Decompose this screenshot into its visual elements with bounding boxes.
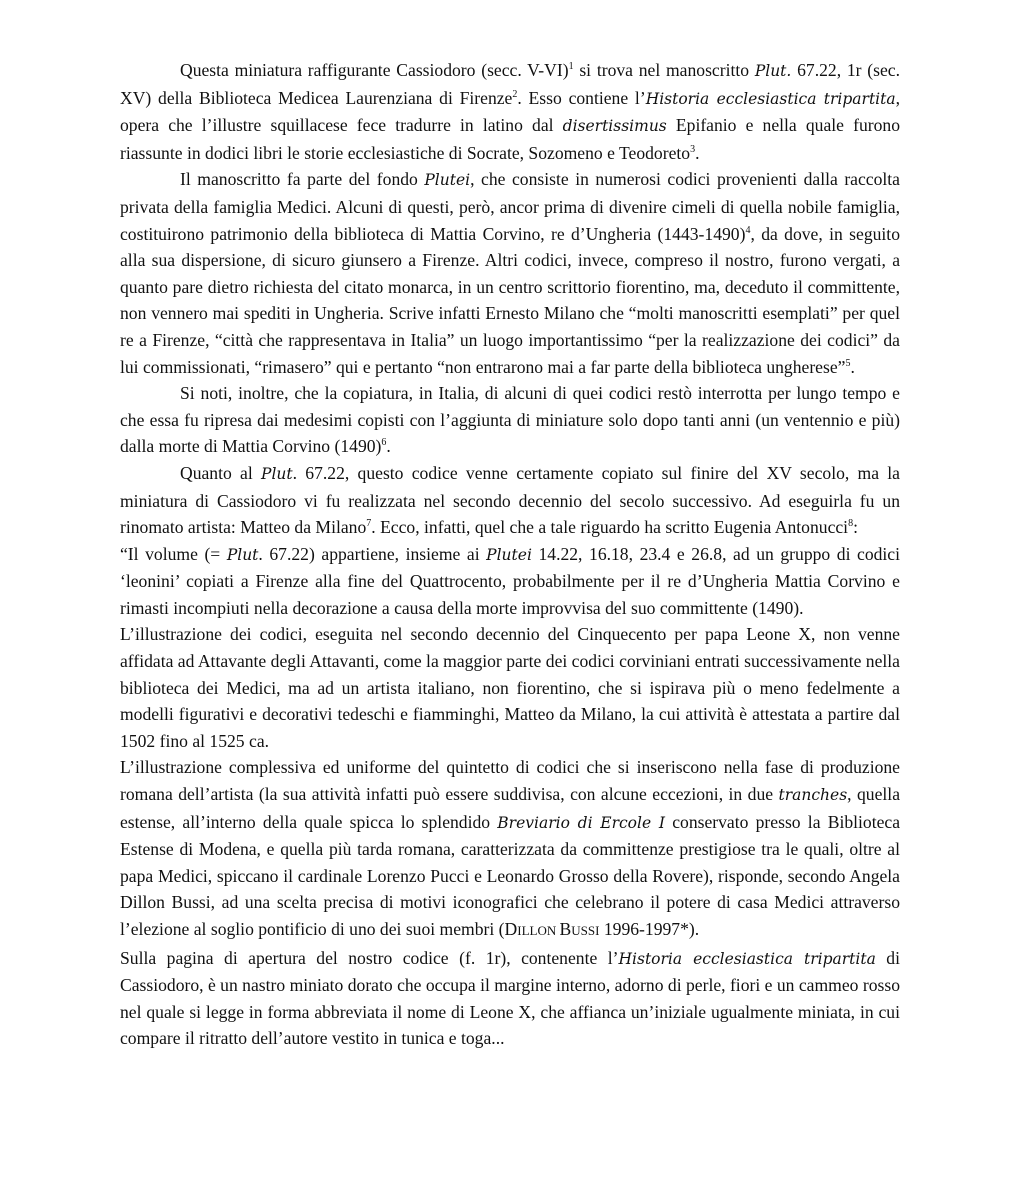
text-run: di Cassiodoro, è un nastro miniato dorato che occupa il margine interno, adorno di perle, fiori e un cammeo rosso nel quale si legge in forma abbreviata il nome di Leone X, che affianca un’iniziale ugualmente miniata, in cui compare il ritratto dell’autore vestito in tunica e toga...: [120, 947, 900, 1049]
small-caps-text: D: [504, 919, 518, 939]
text-run: Questa miniatura raffigurante Cassiodoro (secc. V-VI): [180, 60, 569, 80]
paragraph: [120, 380, 900, 460]
paragraph: [120, 166, 900, 380]
text-run: Epifanio e nella quale furono riassunte in dodici libri le storie ecclesiastiche di Socrate, Sozomeno e Teodoreto: [120, 115, 900, 163]
text-run: 1996-1997*).: [599, 919, 700, 939]
paragraph: [120, 460, 900, 541]
text-run: L’illustrazione complessiva ed uniforme del quintetto di codici che si inseriscono nella fase di produzione romana dell’artista (la sua attività infatti può essere suddivisa, con alcune eccezioni, in due: [120, 757, 900, 805]
italic-text: disertissimus: [562, 117, 667, 136]
text-run: . Ecco, infatti, quel che a tale riguardo ha scritto Eugenia Antonucci: [371, 517, 849, 538]
text-run: . 67.22) appartiene, insieme ai: [258, 543, 487, 564]
footnote-ref: 4: [745, 224, 751, 236]
text-run: 14.22, 16.18, 23.4 e 26.8, ad un gruppo di codici ‘leonini’ copiati a Firenze alla fine del Quattrocento, probabilmente per il re d’Ungheria Mattia Corvino e rimasti incompiuti nella decorazione a causa della morte improvvisa del suo committente (1490).: [120, 543, 901, 618]
text-run: , quella estense, all’interno della quale spicca lo splendido: [120, 784, 901, 832]
footnote-ref: 6: [381, 437, 387, 449]
small-caps-text: B: [559, 919, 572, 939]
italic-text: Historia ecclesiastica tripartita: [645, 89, 896, 108]
italic-text: Plut: [261, 464, 293, 483]
body-text: [120, 57, 900, 1052]
text-run: Il manoscritto fa parte del fondo: [180, 169, 425, 190]
text-run: .: [695, 142, 700, 163]
paragraph: [120, 754, 900, 944]
italic-text: Plut.: [754, 62, 792, 80]
footnote-ref: 1: [568, 61, 574, 72]
text-run: . 67.22, questo codice venne certamente copiato sul finire del XV secolo, ma la miniatura di Cassiodoro vi fu realizzata nel secondo decennio del secolo successivo. Ad eseguirla fu un rinomato artista: Matteo da Milano: [120, 462, 900, 538]
text-run: 67.22, 1r (sec. XV) della Biblioteca Medicea Laurenziana di Firenze: [120, 60, 900, 108]
text-run: “Il volume (=: [120, 543, 227, 564]
footnote-ref: 8: [848, 518, 854, 530]
text-run: , che consiste in numerosi codici provenienti dalla raccolta privata della famiglia Medici. Alcuni di questi, però, ancor prima di divenire cimeli di quella nobile famiglia, costituirono patrimonio della biblioteca di Mattia Corvino, re d’Ungheria (1443-1490): [120, 169, 900, 244]
text-run: . Esso contiene l’: [517, 87, 646, 108]
italic-text: Plutei: [424, 171, 471, 190]
text-run: .: [850, 356, 855, 377]
italic-text: Plutei: [486, 545, 532, 564]
small-caps-text: USSI: [571, 923, 600, 938]
italic-text: Historia ecclesiastica tripartita: [618, 949, 876, 968]
text-run: Sulla pagina di apertura del nostro codice (f. 1r), contenente l’: [120, 947, 619, 968]
paragraph: [120, 57, 900, 166]
footnote-ref: 3: [690, 143, 696, 155]
text-run: L’illustrazione dei codici, eseguita nel secondo decennio del Cinquecento per papa Leone X, non venne affidata ad Attavante degli Attavanti, come la maggior parte dei codici corviniani entrati successivamente nella biblioteca dei Medici, ma ad un artista italiano, non fiorentino, che si ispirava più o meno fedelmente a modelli figurativi e decorativi tedeschi e fiamminghi, Matteo da Milano, la cui attività è attestata a partire dal 1502 fino al 1525 ca.: [120, 624, 900, 751]
footnote-ref: 7: [366, 518, 372, 530]
text-run: , da dove, in seguito alla sua dispersione, di sicuro giunsero a Firenze. Altri codici, invece, compreso il nostro, furono vergati, a quanto pare dietro richiesta del citato monarca, in un centro scrittorio fiorentino, ma, deceduto il committente, non vennero mai spediti in Ungheria. Scrive infatti Ernesto Milano che “molti manoscritti esemplati” per quel re a Firenze, “città che rappresentava in Italia” un luogo importantissimo “per la realizzazione dei codici” da lui commissionati, “rimasero” qui e pertanto “non entrarono mai a far parte della biblioteca ungherese”: [120, 223, 900, 377]
text-run: :: [853, 517, 858, 538]
footnote-ref: 2: [512, 88, 518, 100]
italic-text: Plut: [226, 545, 259, 564]
small-caps-text: ILLON: [517, 923, 560, 938]
text-run: .: [386, 436, 391, 457]
text-run: conservato presso la Biblioteca Estense di Modena, e quella più tarda romana, caratterizzata da committenze prestigiose tra le quali, oltre al papa Medici, spiccano il cardinale Lorenzo Pucci e Leonardo Grosso della Rovere), risponde, secondo Angela Dillon Bussi, ad una scelta precisa di motivi iconografici che celebrano il potere di casa Medici attraverso l’elezione al soglio pontificio di uno dei suoi membri (: [120, 811, 901, 939]
text-run: Si noti, inoltre, che la copiatura, in Italia, di alcuni di quei codici restò interrotta per lungo tempo e che essa fu ripresa dai medesimi copisti con l’aggiunta di miniature solo dopo tanti anni (un ventennio e più) dalla morte di Mattia Corvino (1490): [120, 383, 900, 457]
italic-text: Breviario di Ercole I: [497, 813, 666, 832]
text-run: si trova nel manoscritto: [573, 60, 755, 80]
text-run: , opera che l’illustre squillacese fece tradurre in latino dal: [120, 87, 901, 136]
italic-text: tranches: [778, 786, 848, 805]
paragraph: [120, 621, 900, 754]
footnote-ref: 5: [845, 357, 851, 369]
text-run: Quanto al: [180, 462, 262, 483]
paragraph: [120, 541, 900, 622]
paragraph: [120, 945, 900, 1052]
